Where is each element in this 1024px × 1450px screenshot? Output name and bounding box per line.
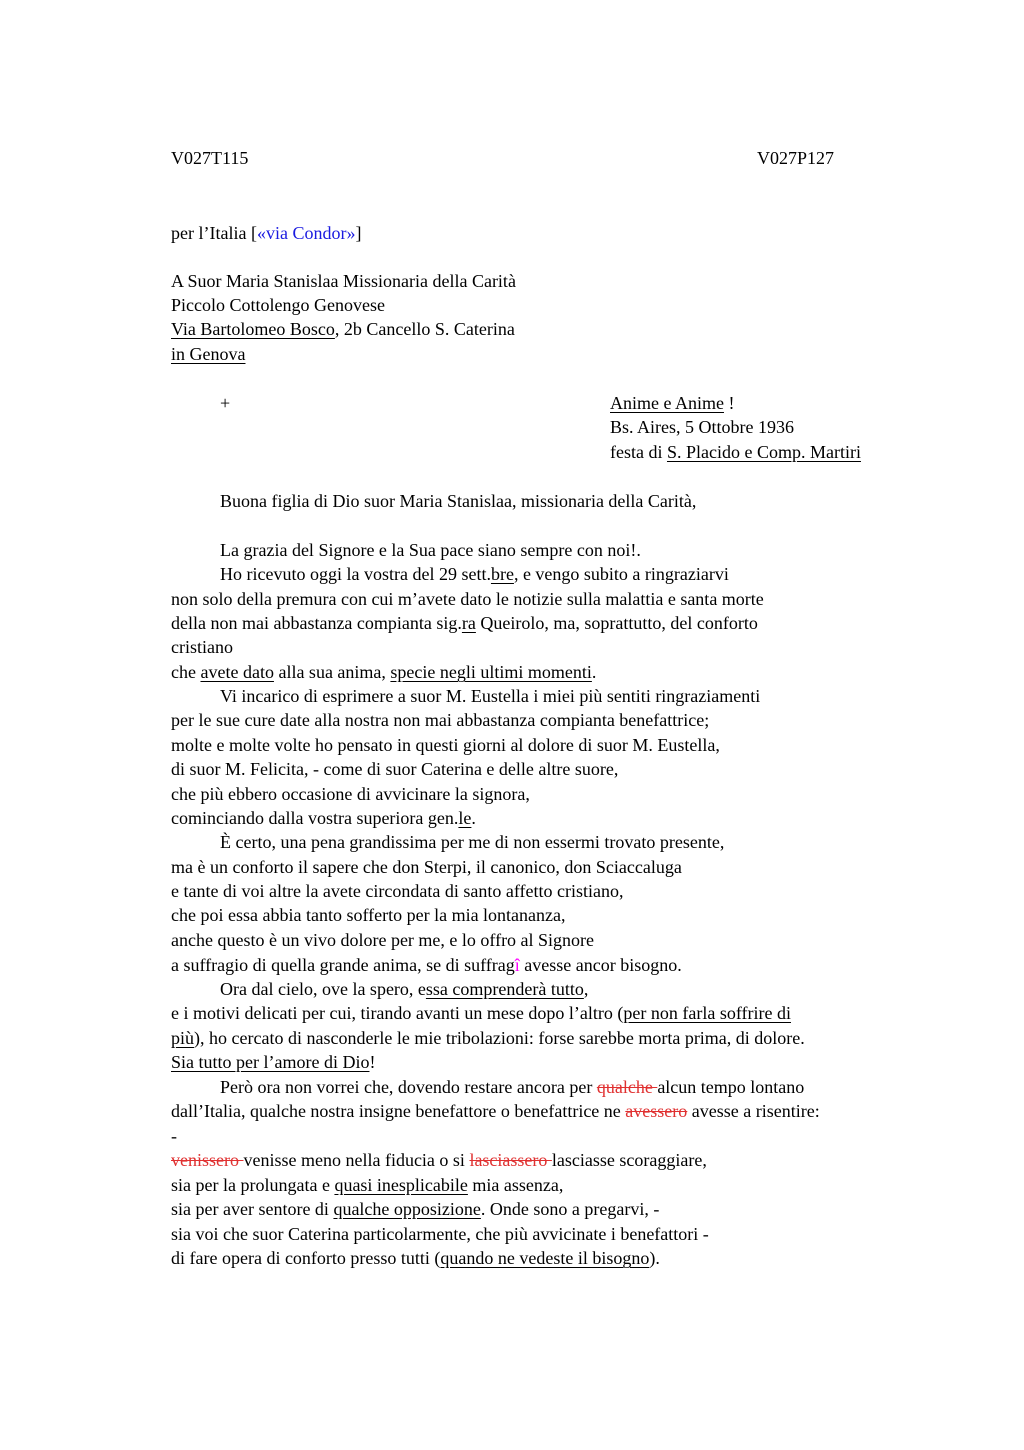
motto: Anime e Anime ! — [610, 393, 735, 413]
body-line: La grazia del Signore e la Sua pace siano sempre con noi!. — [220, 540, 641, 560]
deleted-text: qualche — [596, 1077, 658, 1097]
body-line: cristiano — [171, 637, 233, 657]
via-condor-note: «via Condor» — [256, 223, 356, 243]
body-line: È certo, una pena grandissima per me di non essermi trovato presente, — [220, 832, 725, 852]
body-line: per le sue cure date alla nostra non mai abbastanza compianta benefattrice; — [171, 710, 710, 730]
body-line: e tante di voi altre la avete circondata di santo affetto cristiano, — [171, 881, 624, 901]
body-line: che avete dato alla sua anima, specie negli ultimi momenti. — [171, 662, 597, 682]
place-date: Bs. Aires, 5 Ottobre 1936 — [610, 417, 794, 437]
body-line: più), ho cercato di nasconderle le mie tribolazioni: forse sarebbe morta prima, di dolore. — [171, 1028, 805, 1048]
body-line: Però ora non vorrei che, dovendo restare ancora per qualche alcun tempo lontano — [220, 1077, 805, 1097]
body-line: non solo della premura con cui m’avete dato le notizie sulla malattia e santa morte — [171, 589, 764, 609]
body-line: Ora dal cielo, ove la spero, essa comprenderà tutto, — [220, 979, 589, 999]
body-line: sia per aver sentore di qualche opposizione. Onde sono a pregarvi, - — [171, 1199, 660, 1219]
body-line: di fare opera di conforto presso tutti (quando ne vedeste il bisogno). — [171, 1248, 660, 1268]
body-line: dall’Italia, qualche nostra insigne benefattore o benefattrice ne avessero avesse a risentire: — [171, 1101, 820, 1121]
body-line: di suor M. Felicita, - come di suor Caterina e delle altre suore, — [171, 759, 619, 779]
cross-symbol: + — [220, 393, 231, 413]
document-code-left: V027T115 — [171, 148, 249, 168]
salutation: Buona figlia di Dio suor Maria Stanislaa, missionaria della Carità, — [220, 491, 697, 511]
address-line: Piccolo Cottolengo Genovese — [171, 295, 385, 315]
body-line: ma è un conforto il sapere che don Sterpi, il canonico, don Sciaccaluga — [171, 857, 682, 877]
body-line: venissero venisse meno nella fiducia o si lasciassero lasciasse scoraggiare, — [171, 1150, 707, 1170]
body-line: molte e molte volte ho pensato in questi giorni al dolore di suor M. Eustella, — [171, 735, 720, 755]
document-code-right: V027P127 — [757, 148, 835, 168]
deleted-text: venissero — [171, 1150, 244, 1170]
body-line: Ho ricevuto oggi la vostra del 29 sett.bre, e vengo subito a ringraziarvi — [220, 564, 729, 584]
body-line: sia voi che suor Caterina particolarmente, che più avvicinate i benefattori - — [171, 1224, 709, 1244]
body-line: della non mai abbastanza compianta sig.ra Queirolo, ma, soprattutto, del conforto — [171, 613, 758, 633]
body-line: che più ebbero occasione di avvicinare la signora, — [171, 784, 530, 804]
correction-marker: î — [514, 955, 520, 975]
address-line: in Genova — [171, 344, 246, 364]
deleted-text: lasciassero — [469, 1150, 552, 1170]
body-line: Vi incarico di esprimere a suor M. Eustella i miei più sentiti ringraziamenti — [220, 686, 761, 706]
deleted-text: avessero — [625, 1101, 688, 1121]
feast-day: festa di S. Placido e Comp. Martiri — [610, 442, 861, 462]
body-line: anche questo è un vivo dolore per me, e lo offro al Signore — [171, 930, 595, 950]
body-line: che poi essa abbia tanto sofferto per la mia lontananza, — [171, 905, 566, 925]
address-line: Via Bartolomeo Bosco, 2b Cancello S. Caterina — [171, 319, 515, 339]
body-line: cominciando dalla vostra superiora gen.le. — [171, 808, 476, 828]
body-line: - — [171, 1126, 177, 1146]
address-line: A Suor Maria Stanislaa Missionaria della Carità — [171, 271, 516, 291]
body-line: sia per la prolungata e quasi inesplicabile mia assenza, — [171, 1175, 564, 1195]
body-line: a suffragio di quella grande anima, se di suffragî avesse ancor bisogno. — [171, 955, 682, 975]
destination-line: per l’Italia [«via Condor»] — [171, 223, 362, 243]
body-line: Sia tutto per l’amore di Dio! — [171, 1052, 376, 1072]
body-line: e i motivi delicati per cui, tirando avanti un mese dopo l’altro (per non farla soffrire di — [171, 1003, 791, 1023]
